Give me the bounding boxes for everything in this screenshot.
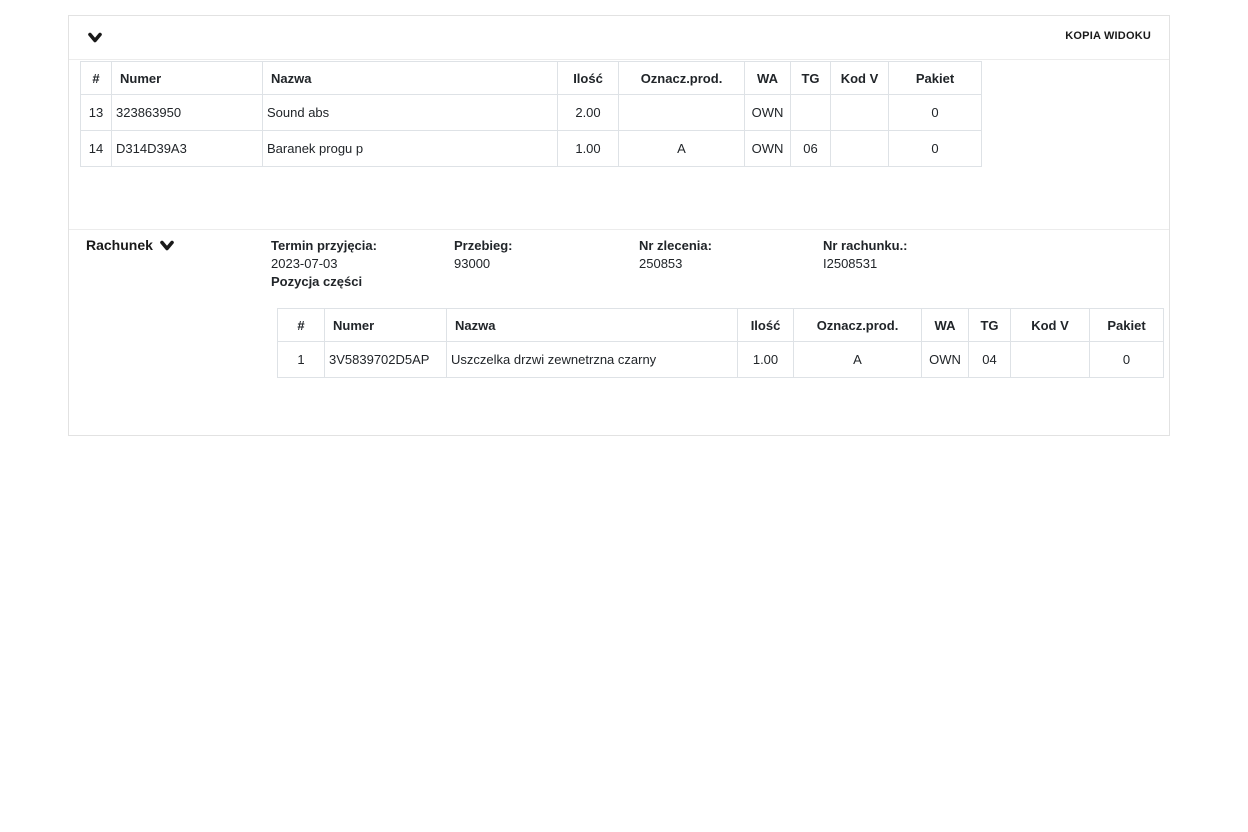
col-kod-v: Kod V: [1011, 309, 1090, 342]
col-ilosc: Ilość: [738, 309, 794, 342]
col-oznacz-prod: Oznacz.prod.: [794, 309, 922, 342]
cell-wa: OWN: [745, 95, 791, 131]
col-wa: WA: [922, 309, 969, 342]
col-oznacz-prod: Oznacz.prod.: [619, 62, 745, 95]
cell-idx: 14: [81, 131, 112, 167]
col-ilosc: Ilość: [558, 62, 619, 95]
table-row: [278, 342, 1164, 378]
cell-numer: 3V5839702D5AP: [325, 342, 447, 378]
cell-pakiet: 0: [1090, 342, 1164, 378]
parts-table-header-row: [81, 62, 982, 95]
cell-ilosc: 1.00: [558, 131, 619, 167]
cell-idx: 1: [278, 342, 325, 378]
field-nr-rachunku: [823, 237, 908, 273]
cell-tg: 04: [969, 342, 1011, 378]
field-label: Przebieg:: [454, 238, 513, 253]
parts-table: [80, 61, 982, 167]
cell-oznacz: [619, 95, 745, 131]
cell-nazwa: Baranek progu p: [263, 131, 558, 167]
cell-wa: OWN: [745, 131, 791, 167]
field-label: Termin przyjęcia:: [271, 238, 377, 253]
cell-nazwa: Uszczelka drzwi zewnetrzna czarny: [447, 342, 738, 378]
field-value: 93000: [454, 256, 491, 271]
col-tg: TG: [969, 309, 1011, 342]
field-label: Nr rachunku.:: [823, 238, 908, 253]
cell-numer: D314D39A3: [112, 131, 263, 167]
col-kod-v: Kod V: [831, 62, 889, 95]
cell-kodv: [1011, 342, 1090, 378]
field-label: Nr zlecenia:: [639, 238, 712, 253]
col-tg: TG: [791, 62, 831, 95]
cell-tg: 06: [791, 131, 831, 167]
field-nr-zlecenia: [639, 237, 712, 273]
cell-kodv: [831, 95, 889, 131]
col-numer: Numer: [325, 309, 447, 342]
rachunek-label: Rachunek: [86, 237, 153, 253]
chevron-down-icon: [160, 238, 174, 252]
field-termin-przyjecia: [271, 237, 377, 291]
field-value: 2023-07-03: [271, 256, 338, 271]
col-numer: Numer: [112, 62, 263, 95]
invoice-parts-table: [277, 308, 1164, 378]
col-idx: #: [81, 62, 112, 95]
cell-idx: 13: [81, 95, 112, 131]
field-value: I2508531: [823, 256, 878, 271]
col-wa: WA: [745, 62, 791, 95]
invoice-table-header-row: [278, 309, 1164, 342]
field-value: 250853: [639, 256, 683, 271]
col-idx: #: [278, 309, 325, 342]
cell-pakiet: 0: [889, 131, 982, 167]
col-nazwa: Nazwa: [447, 309, 738, 342]
col-nazwa: Nazwa: [263, 62, 558, 95]
view-panel: [68, 15, 1170, 436]
copy-view-button[interactable]: KOPIA WIDOKU: [1065, 30, 1151, 42]
cell-ilosc: 2.00: [558, 95, 619, 131]
col-pakiet: Pakiet: [1090, 309, 1164, 342]
panel-header-band: [69, 16, 1169, 60]
cell-nazwa: Sound abs: [263, 95, 558, 131]
cell-kodv: [831, 131, 889, 167]
cell-oznacz: A: [794, 342, 922, 378]
cell-pakiet: 0: [889, 95, 982, 131]
rachunek-section-toggle[interactable]: [86, 237, 174, 253]
field-przebieg: [454, 237, 513, 273]
chevron-down-icon[interactable]: [88, 31, 102, 43]
col-pakiet: Pakiet: [889, 62, 982, 95]
table-row: [81, 131, 982, 167]
cell-wa: OWN: [922, 342, 969, 378]
cell-numer: 323863950: [112, 95, 263, 131]
section-divider: [69, 229, 1169, 230]
cell-tg: [791, 95, 831, 131]
cell-oznacz: A: [619, 131, 745, 167]
table-row: [81, 95, 982, 131]
pozycja-czesci-label: Pozycja części: [271, 274, 363, 289]
cell-ilosc: 1.00: [738, 342, 794, 378]
